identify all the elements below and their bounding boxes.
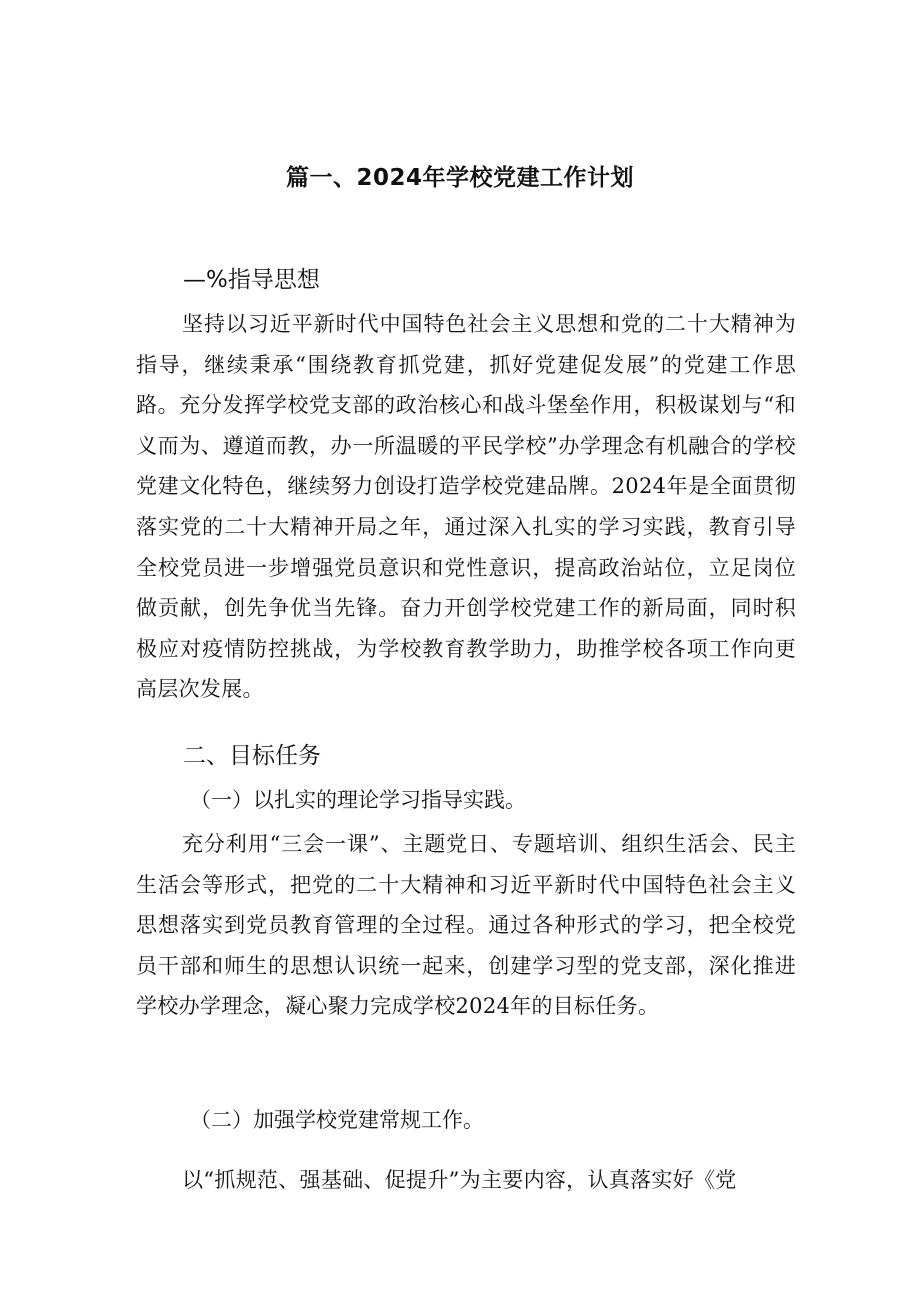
paragraph-theory-study: 充分利用“三会一课”、主题党日、专题培训、组织生活会、民主生活会等形式，把党的二十大精神和习近平新时代中国特色社会主义思想落实到党员教育管理的全过程。通过各种形式的学习，把全校党员干部和师生的思想认识统一起来，创建学习型的党支部，深化推进学校办学理念，凝心聚力完成学校2024年的目标任务。 [136, 832, 796, 1019]
paragraph-routine-work: 以“抓规范、强基础、促提升”为主要内容，认真落实好《党 [182, 1168, 737, 1192]
paragraph-guiding-ideology: 坚持以习近平新时代中国特色社会主义思想和党的二十大精神为指导，继续秉承“围绕教育抓党建，抓好党建促发展”的党建工作思路。充分发挥学校党支部的政治核心和战斗堡垒作用，积极谋划与“和义而为、遵道而教，办一所温暖的平民学校”办学理念有机融合的学校党建文化特色，继续努力创设打造学校党建品牌。2024年是全面贯彻落实党的二十大精神开局之年，通过深入扎实的学习实践，教育引导全校党员进一步增强党员意识和党性意识，提高政治站位，立足岗位做贡献，创先争优当先锋。奋力开创学校党建工作的新局面，同时积极应对疫情防控挑战，为学校教育教学助力，助推学校各项工作向更高层次发展。 [136, 312, 796, 702]
subheading-theory-study: （一）以扎实的理论学习指导实践。 [190, 788, 526, 812]
section-heading-guiding-ideology: —%指导思想 [183, 267, 320, 293]
section-heading-goals: 二、目标任务 [183, 743, 321, 769]
document-title: 篇一、2024年学校党建工作计划 [285, 165, 634, 191]
subheading-routine-work: （二）加强学校党建常规工作。 [190, 1108, 484, 1132]
